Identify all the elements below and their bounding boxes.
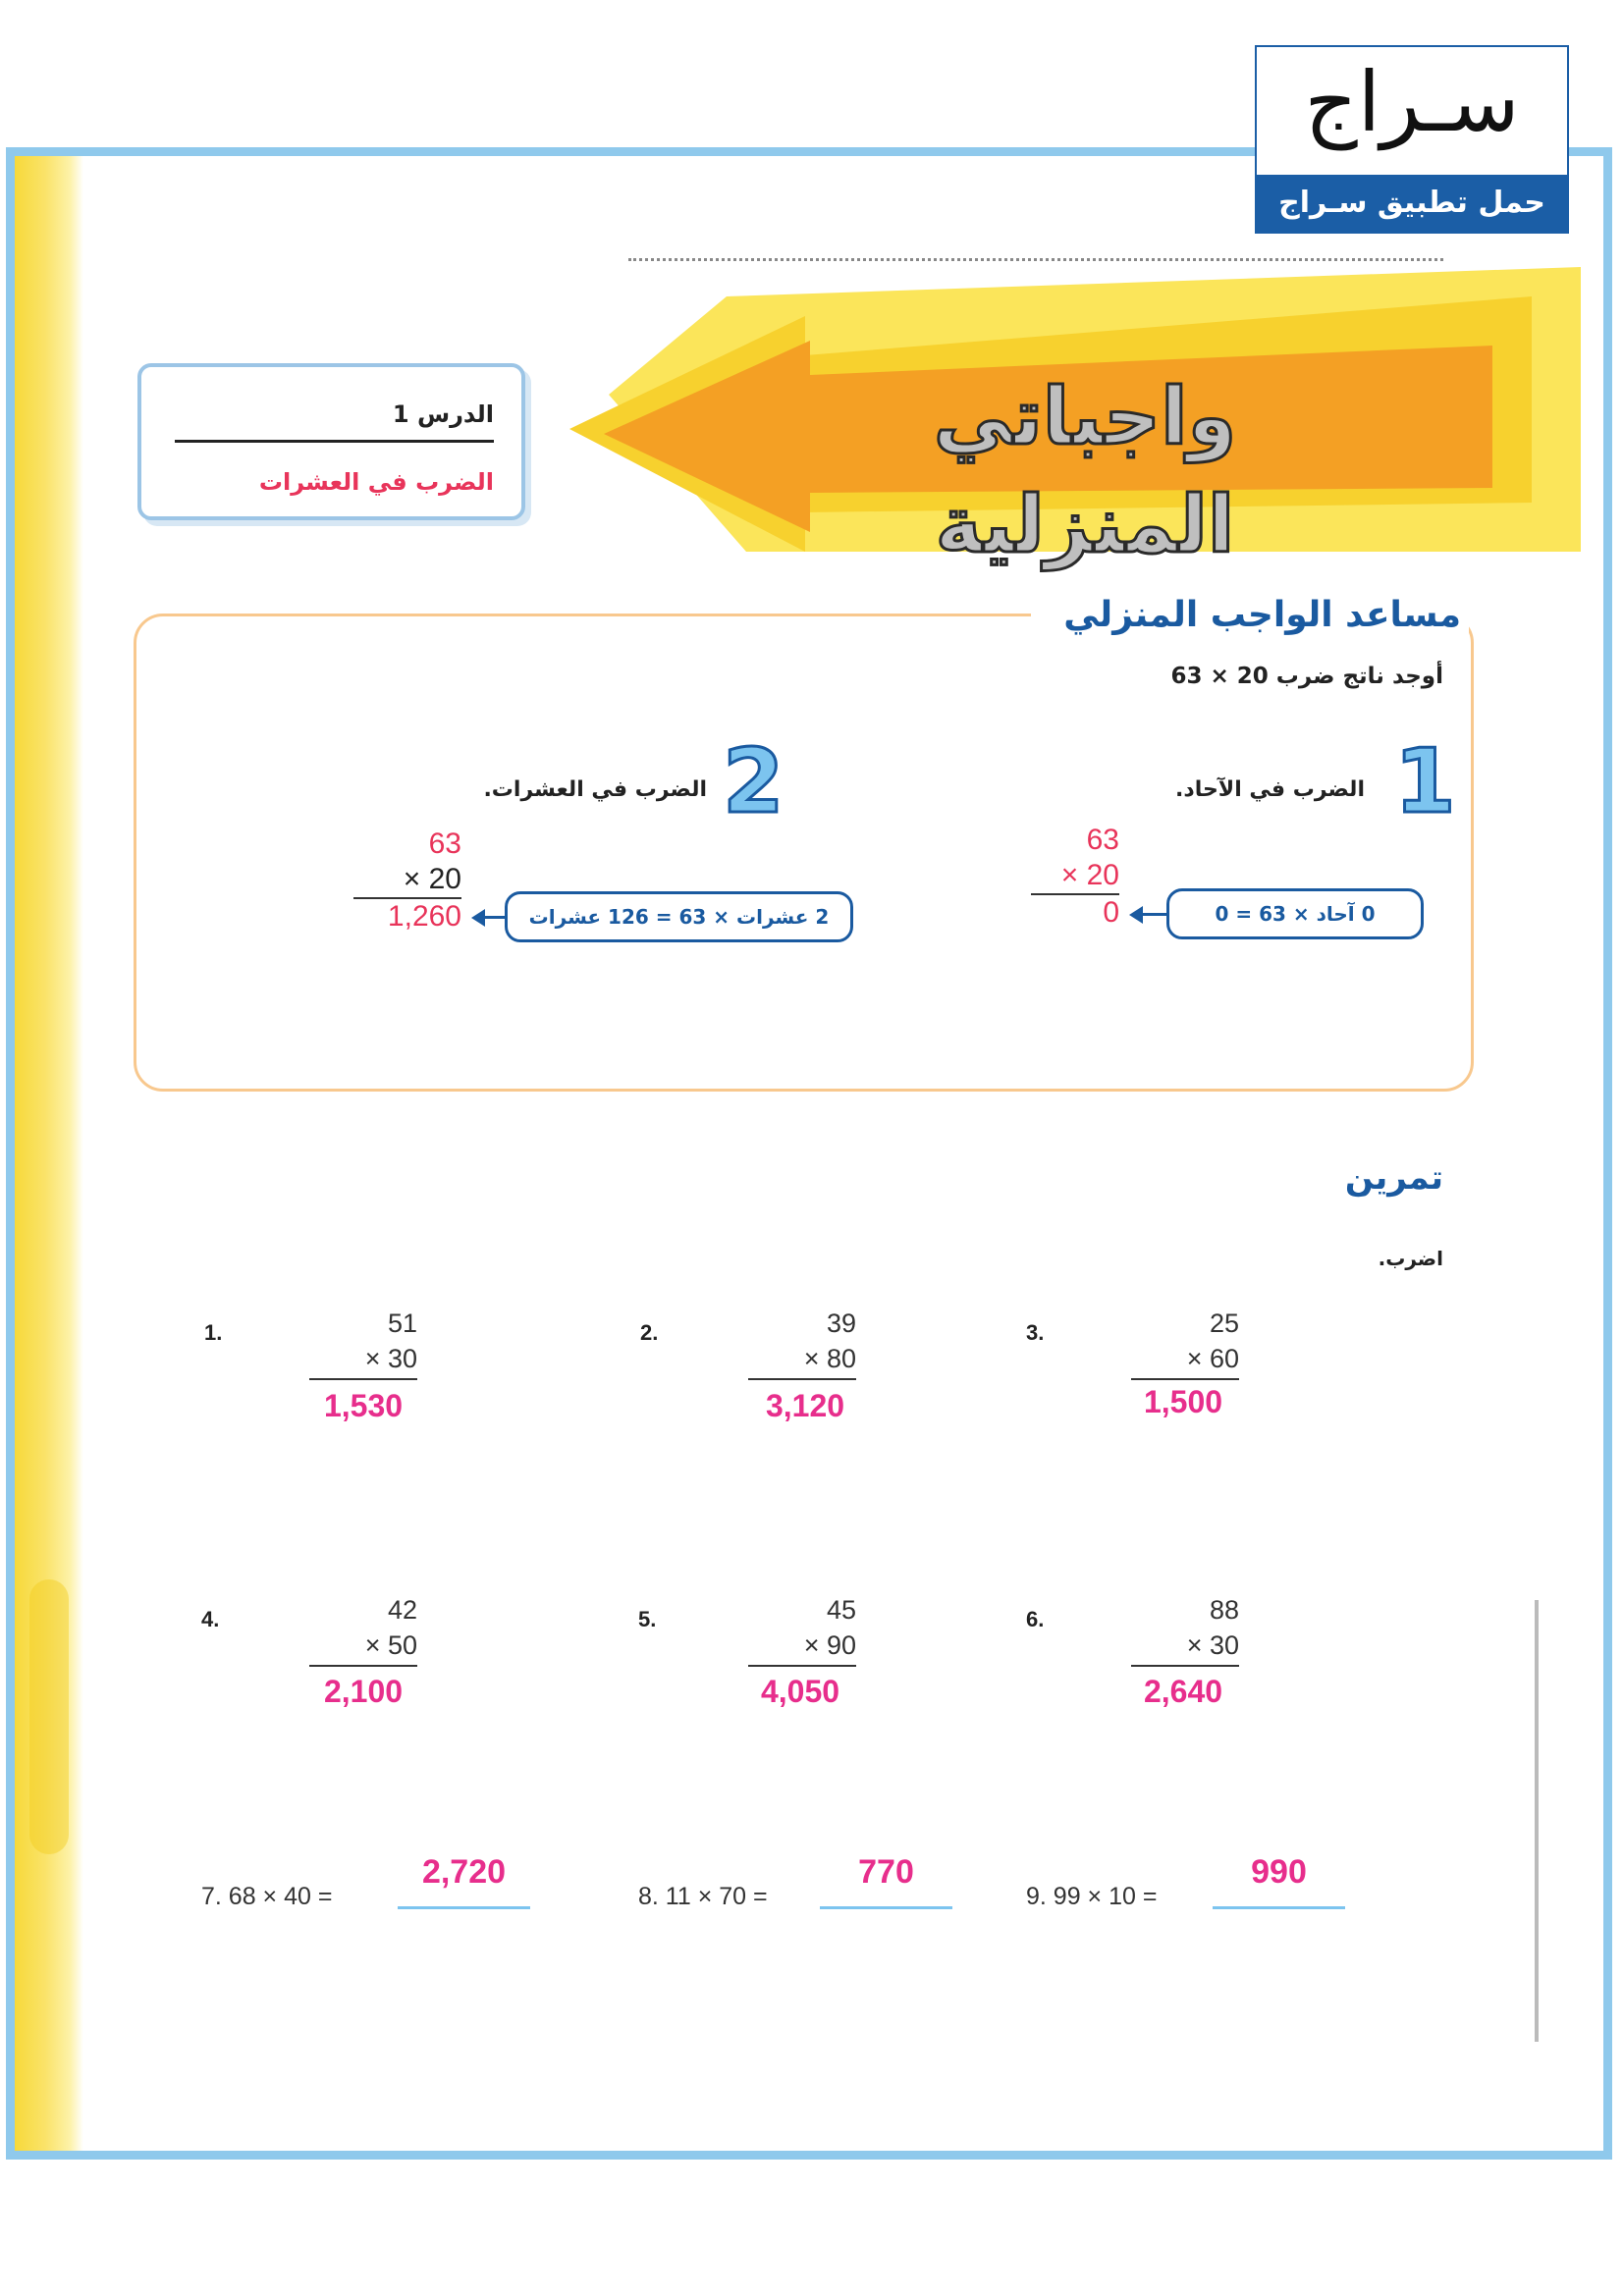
answer-8: 770 xyxy=(858,1853,914,1891)
logo-tagline: حمل تطبيق سـراج xyxy=(1257,175,1567,232)
step-number-2: 2 xyxy=(723,730,784,833)
problem-answer: 2,640 xyxy=(1143,1674,1223,1709)
problem-number: 1. xyxy=(204,1320,223,1345)
problem-top: 42 xyxy=(387,1595,417,1625)
step-2-vertical-math xyxy=(353,827,461,934)
equation-7: 7. 68 × 40 = xyxy=(201,1883,333,1910)
problem-line xyxy=(748,1378,856,1380)
step-2-top: 63 xyxy=(428,828,461,860)
problem-top: 39 xyxy=(826,1308,856,1338)
problem-mult: × 90 xyxy=(803,1630,856,1660)
yellow-margin-strip xyxy=(15,156,83,2151)
problem-line xyxy=(748,1665,856,1667)
lesson-card xyxy=(137,363,525,520)
problem-number: 6. xyxy=(1026,1607,1045,1631)
siraj-logo xyxy=(1255,45,1569,234)
banner-title: واجباتي المنزلية xyxy=(933,371,1237,570)
practice-instruction: اضرب. xyxy=(1378,1247,1443,1270)
problem-mult: × 80 xyxy=(803,1344,856,1373)
problem-4 xyxy=(309,1592,417,1667)
problem-top: 88 xyxy=(1209,1595,1239,1625)
problem-answer: 4,050 xyxy=(760,1674,840,1709)
equation-9: 9. 99 × 10 = xyxy=(1026,1883,1158,1910)
problem-mult: × 50 xyxy=(364,1630,417,1660)
problem-answer: 3,120 xyxy=(765,1388,845,1423)
lesson-label: الدرس 1 xyxy=(392,400,494,428)
problem-top: 25 xyxy=(1209,1308,1239,1338)
lesson-title: الضرب في العشرات xyxy=(258,468,494,496)
problem-answer: 1,500 xyxy=(1143,1384,1223,1419)
helper-question: أوجد ناتج ضرب 20 × 63 xyxy=(1170,664,1443,689)
problem-number: 2. xyxy=(640,1320,659,1345)
step-2-result: 1,260 xyxy=(353,897,461,934)
answer-9: 990 xyxy=(1251,1853,1307,1891)
problem-number: 5. xyxy=(638,1607,657,1631)
step-2-mult: × 20 xyxy=(403,863,461,895)
answer-7: 2,720 xyxy=(421,1853,507,1891)
problem-line xyxy=(309,1378,417,1380)
step-1-result: 0 xyxy=(1031,893,1119,931)
equation-8: 8. 11 × 70 = xyxy=(638,1883,768,1910)
lesson-underline xyxy=(175,440,494,443)
problem-number: 3. xyxy=(1026,1320,1045,1345)
logo-word: سـراج xyxy=(1304,54,1520,150)
copyright-mark xyxy=(1527,1600,1546,2042)
step-1-callout: 0 آحاد × 63 = 0 xyxy=(1166,888,1424,939)
problem-line xyxy=(1131,1665,1239,1667)
step-number-1: 1 xyxy=(1394,730,1456,833)
answer-line-9 xyxy=(1213,1906,1345,1909)
problem-mult: × 60 xyxy=(1186,1344,1239,1373)
step-label-1: الضرب في الآحاد. xyxy=(1175,777,1365,802)
problem-mult: × 30 xyxy=(1186,1630,1239,1660)
problem-mult: × 30 xyxy=(364,1344,417,1373)
step-label-2: الضرب في العشرات. xyxy=(483,777,707,802)
step-2-arrow-line xyxy=(483,916,507,919)
problem-top: 51 xyxy=(387,1308,417,1338)
problem-number: 4. xyxy=(201,1607,220,1631)
homework-helper-title: مساعد الواجب المنزلي xyxy=(1031,595,1469,635)
problem-line xyxy=(1131,1378,1239,1380)
problem-1 xyxy=(309,1306,417,1380)
step-1-arrow-line xyxy=(1141,913,1168,916)
step-1-mult: × 20 xyxy=(1060,859,1119,891)
problem-answer: 2,100 xyxy=(323,1674,404,1709)
step-1-top: 63 xyxy=(1086,824,1119,856)
problem-top: 45 xyxy=(826,1595,856,1625)
practice-title: تمرين xyxy=(1344,1158,1443,1198)
step-2-callout: 2 عشرات × 63 = 126 عشرات xyxy=(505,891,853,942)
problem-6 xyxy=(1131,1592,1239,1667)
step-1-vertical-math xyxy=(1031,823,1119,931)
answer-line-8 xyxy=(820,1906,952,1909)
problem-line xyxy=(309,1665,417,1667)
problem-3 xyxy=(1131,1306,1239,1380)
problem-5 xyxy=(748,1592,856,1667)
problem-answer: 1,530 xyxy=(323,1388,404,1423)
answer-line-7 xyxy=(398,1906,530,1909)
problem-2 xyxy=(748,1306,856,1380)
